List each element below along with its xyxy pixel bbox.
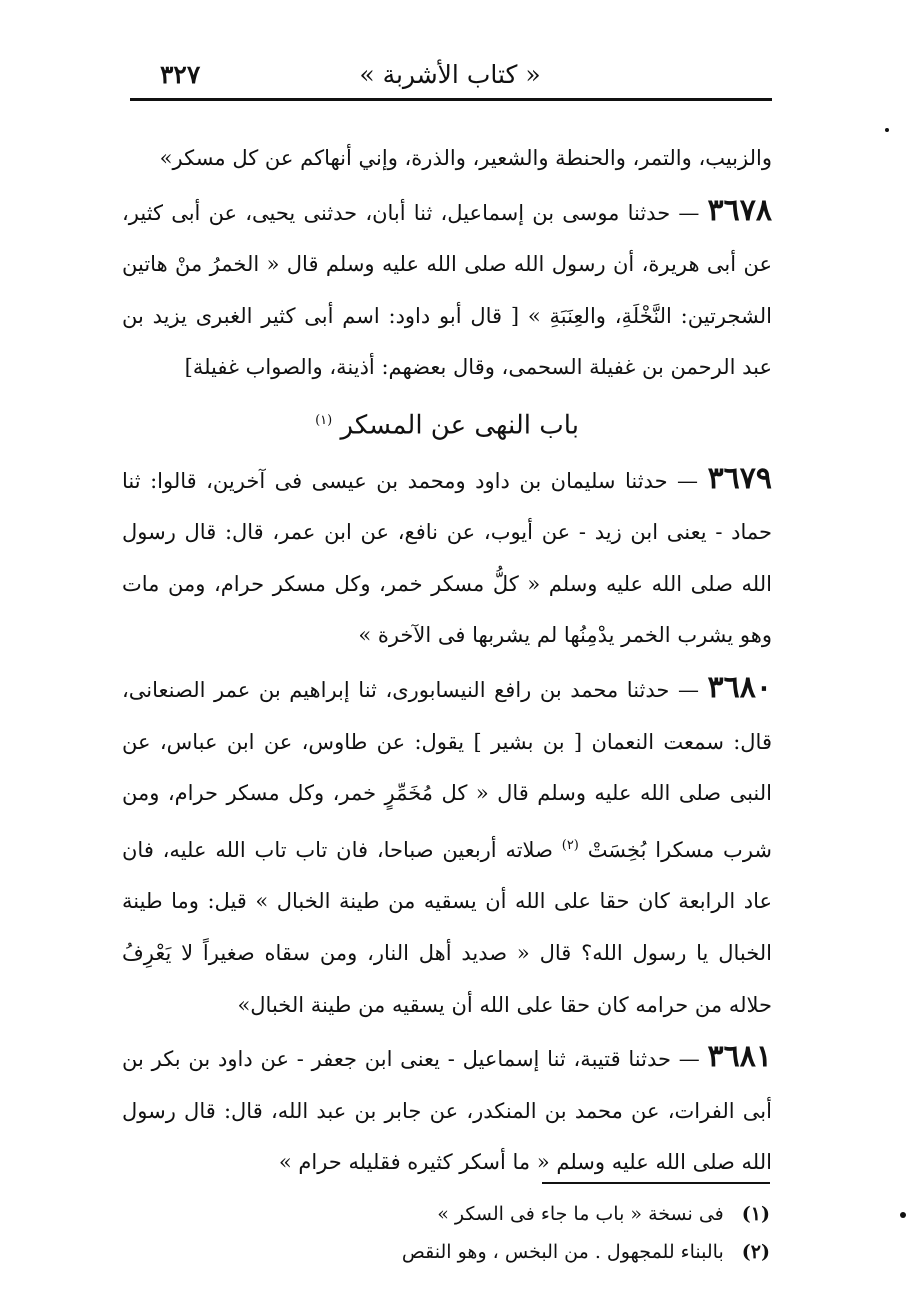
hadith-number: ٣٦٧٩ <box>707 460 773 496</box>
scan-speck <box>885 128 889 132</box>
hadith-number: ٣٦٨٠ <box>707 670 772 705</box>
chapter-title: باب النهى عن المسكر <box>340 410 579 441</box>
book-title: « كتاب الأشربة » <box>359 60 541 89</box>
running-header <box>130 58 770 92</box>
footnote-1 <box>300 1195 770 1233</box>
hadith-text: — حدثنا محمد بن رافع النيسابورى، ثنا إبراهيم بن عمر الصنعانى، قال: سمعت النعمان [ بن بشير ] يقول: عن طاوس، عن ابن عباس، عن النبى صلى الله عليه وسلم قال « كل مُخَمِّرٍ خمر، وكل مسكر حرام، ومن شرب مسكرا بُخِسَتْ <box>122 678 772 862</box>
hadith-text: — حدثنا موسى بن إسماعيل، ثنا أبان، حدثنى يحيى، عن أبى كثير، عن أبى هريرة، أن رسول الله صلى الله عليه وسلم قال « الخمرُ منْ هاتين الشجرتين: النَّخْلَةِ، والعِنَبَةِ » [ قال أبو داود: اسم أبى كثير الغبرى يزيد بن عبد الرحمن بن غفيلة السحمى، وقال بعضهم: أذينة، والصواب غفيلة] <box>122 200 772 380</box>
footnote-2 <box>300 1233 770 1271</box>
paragraph-continuation: والزبيب، والتمر، والحنطة والشعير، والذرة، وإني أنهاكم عن كل مسكر» <box>159 146 772 170</box>
hadith-text-cont: صلاته أربعين صباحا، فان تاب تاب الله عليه، فان عاد الرابعة كان حقا على الله أن يسقيه من طينة الخبال » قيل: وما طينة الخبال يا رسول الله؟ قال « صديد أهل النار، ومن سقاه صغيراً لا يَعْرِفُ حلاله من حرامه كان حقا على الله أن يسقيه من طينة الخبال» <box>122 837 772 1017</box>
hadith-text: — حدثنا سليمان بن داود ومحمد بن عيسى فى آخرين، قالوا: ثنا حماد - يعنى ابن زيد - عن أيوب، عن نافع، عن ابن عمر، قال: قال رسول الله صلى الله عليه وسلم « كلُّ مسكر خمر، وكل مسكر حرام، ومن مات وهو يشرب الخمر يدْمِنُها لم يشربها فى الآخرة » <box>122 468 772 648</box>
hadith-3679 <box>122 453 772 662</box>
hadith-number: ٣٦٨١ <box>707 1039 772 1075</box>
footnote-text: فى نسخة « باب ما جاء فى السكر » <box>437 1203 724 1225</box>
hadith-3680 <box>122 662 772 1031</box>
page-number: ٣٢٧ <box>160 60 201 89</box>
footnote-rule <box>542 1182 770 1184</box>
hadith-number: ٣٦٧٨ <box>707 192 772 228</box>
footnotes <box>300 1195 770 1271</box>
footnote-ref: (١) <box>315 412 333 428</box>
scan-speck <box>900 1212 906 1218</box>
hadith-3681 <box>122 1031 772 1189</box>
footnote-number: (٢) <box>741 1241 770 1263</box>
main-text <box>122 133 772 1189</box>
footnote-number: (١) <box>741 1203 770 1225</box>
hadith-3678 <box>122 185 772 394</box>
hadith-text: — حدثنا قتيبة، ثنا إسماعيل - يعنى ابن جعفر - عن داود بن بكر بن أبى الفرات، عن محمد بن المنكدر، عن جابر بن عبد الله، قال: قال رسول الله صلى الله عليه وسلم « ما أسكر كثيره فقليله حرام » <box>122 1047 772 1175</box>
chapter-heading <box>122 394 772 453</box>
footnote-ref: (٢) <box>561 837 579 853</box>
footnote-text: بالبناء للمجهول . من البخس ، وهو النقص <box>401 1241 724 1263</box>
header-rule <box>130 98 772 101</box>
